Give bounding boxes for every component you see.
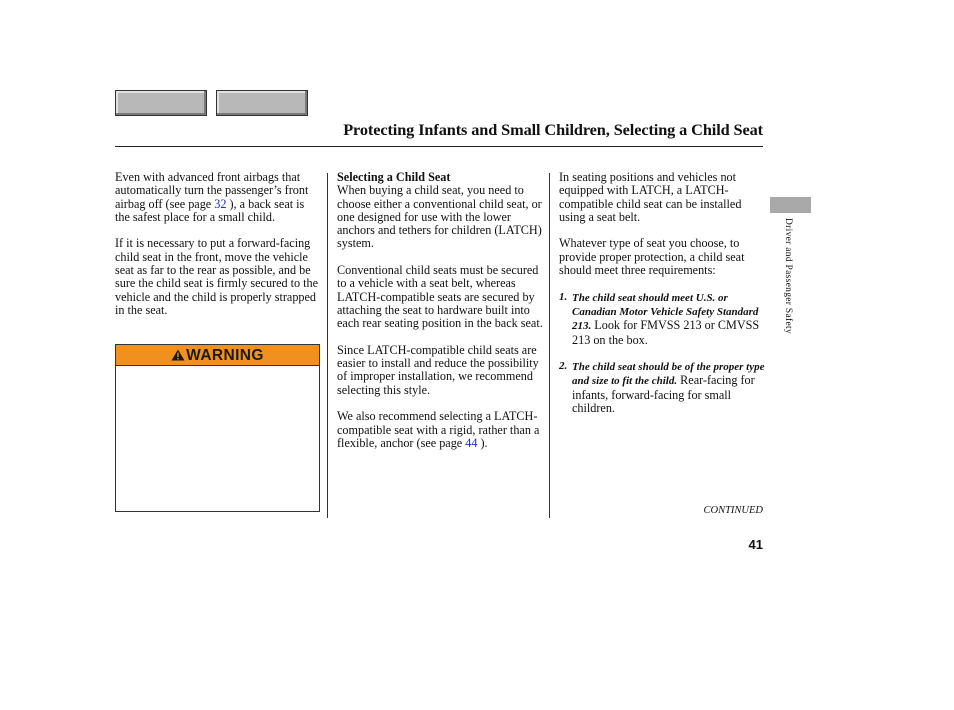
title-divider xyxy=(115,146,763,147)
warning-triangle-icon xyxy=(171,349,185,361)
column-3 xyxy=(559,171,765,429)
column-divider-2 xyxy=(549,173,550,518)
section-heading: Selecting a Child Seat xyxy=(337,170,451,184)
page-title: Protecting Infants and Small Children, Selecting a Child Seat xyxy=(343,120,763,139)
page-link-44[interactable]: 44 xyxy=(465,435,478,450)
col2-paragraph-3: Since LATCH-compatible child seats are easier to install and reduce the possibility of improper installation, we recommend selecting this style. xyxy=(337,342,539,397)
column-divider-1 xyxy=(327,173,328,518)
warning-label: WARNING xyxy=(186,347,264,364)
col1-paragraph-1: Even with advanced front airbags that automatically turn the passenger’s front airbag off (see page 32 ), a back seat is the safest place for a small child. xyxy=(115,170,309,224)
column-1 xyxy=(115,171,321,331)
col2-paragraph-2: Conventional child seats must be secured to a vehicle with a seat belt, whereas LATCH-compatible seats are secured by attaching the seat to hardware built into each rear seating position in the back seat. xyxy=(337,263,543,331)
requirement-item: 2. The child seat should be of the proper type and size to fit the child. Rear-facing for infants, forward-facing for small children. xyxy=(559,360,765,416)
warning-header xyxy=(116,345,319,366)
column-2 xyxy=(337,171,543,464)
warning-box xyxy=(115,344,320,512)
col3-paragraph-2: Whatever type of seat you choose, to provide proper protection, a child seat should meet three requirements: xyxy=(559,236,745,278)
requirement-item: 1. The child seat should meet U.S. or Canadian Motor Vehicle Safety Standard 213. Look for FMVSS 213 or CMVSS 213 on the box. xyxy=(559,290,760,347)
section-label: Driver and Passenger Safety xyxy=(783,218,793,334)
page-number: 41 xyxy=(748,537,763,552)
section-tab xyxy=(770,197,811,213)
nav-button-contents[interactable] xyxy=(115,90,207,116)
continued-note: CONTINUED xyxy=(703,505,763,516)
col2-paragraph-1: Selecting a Child Seat When buying a child seat, you need to choose either a conventional child seat, or one designed for use with the lower anchors and tethers for children (LATCH) system. xyxy=(337,170,542,251)
col2-paragraph-4: We also recommend selecting a LATCH-compatible seat with a rigid, rather than a flexible, anchor (see page 44 ). xyxy=(337,409,540,450)
col1-paragraph-2: If it is necessary to put a forward-facing child seat in the front, move the vehicle seat as far to the rear as possible, and be sure the child seat is firmly secured to the vehicle and the child is properly strapped in the seat. xyxy=(115,236,319,317)
col3-paragraph-1: In seating positions and vehicles not equipped with LATCH, a LATCH-compatible child seat can be installed using a seat belt. xyxy=(559,170,742,224)
nav-button-index[interactable] xyxy=(216,90,308,116)
page-link-32[interactable]: 32 xyxy=(214,196,227,211)
